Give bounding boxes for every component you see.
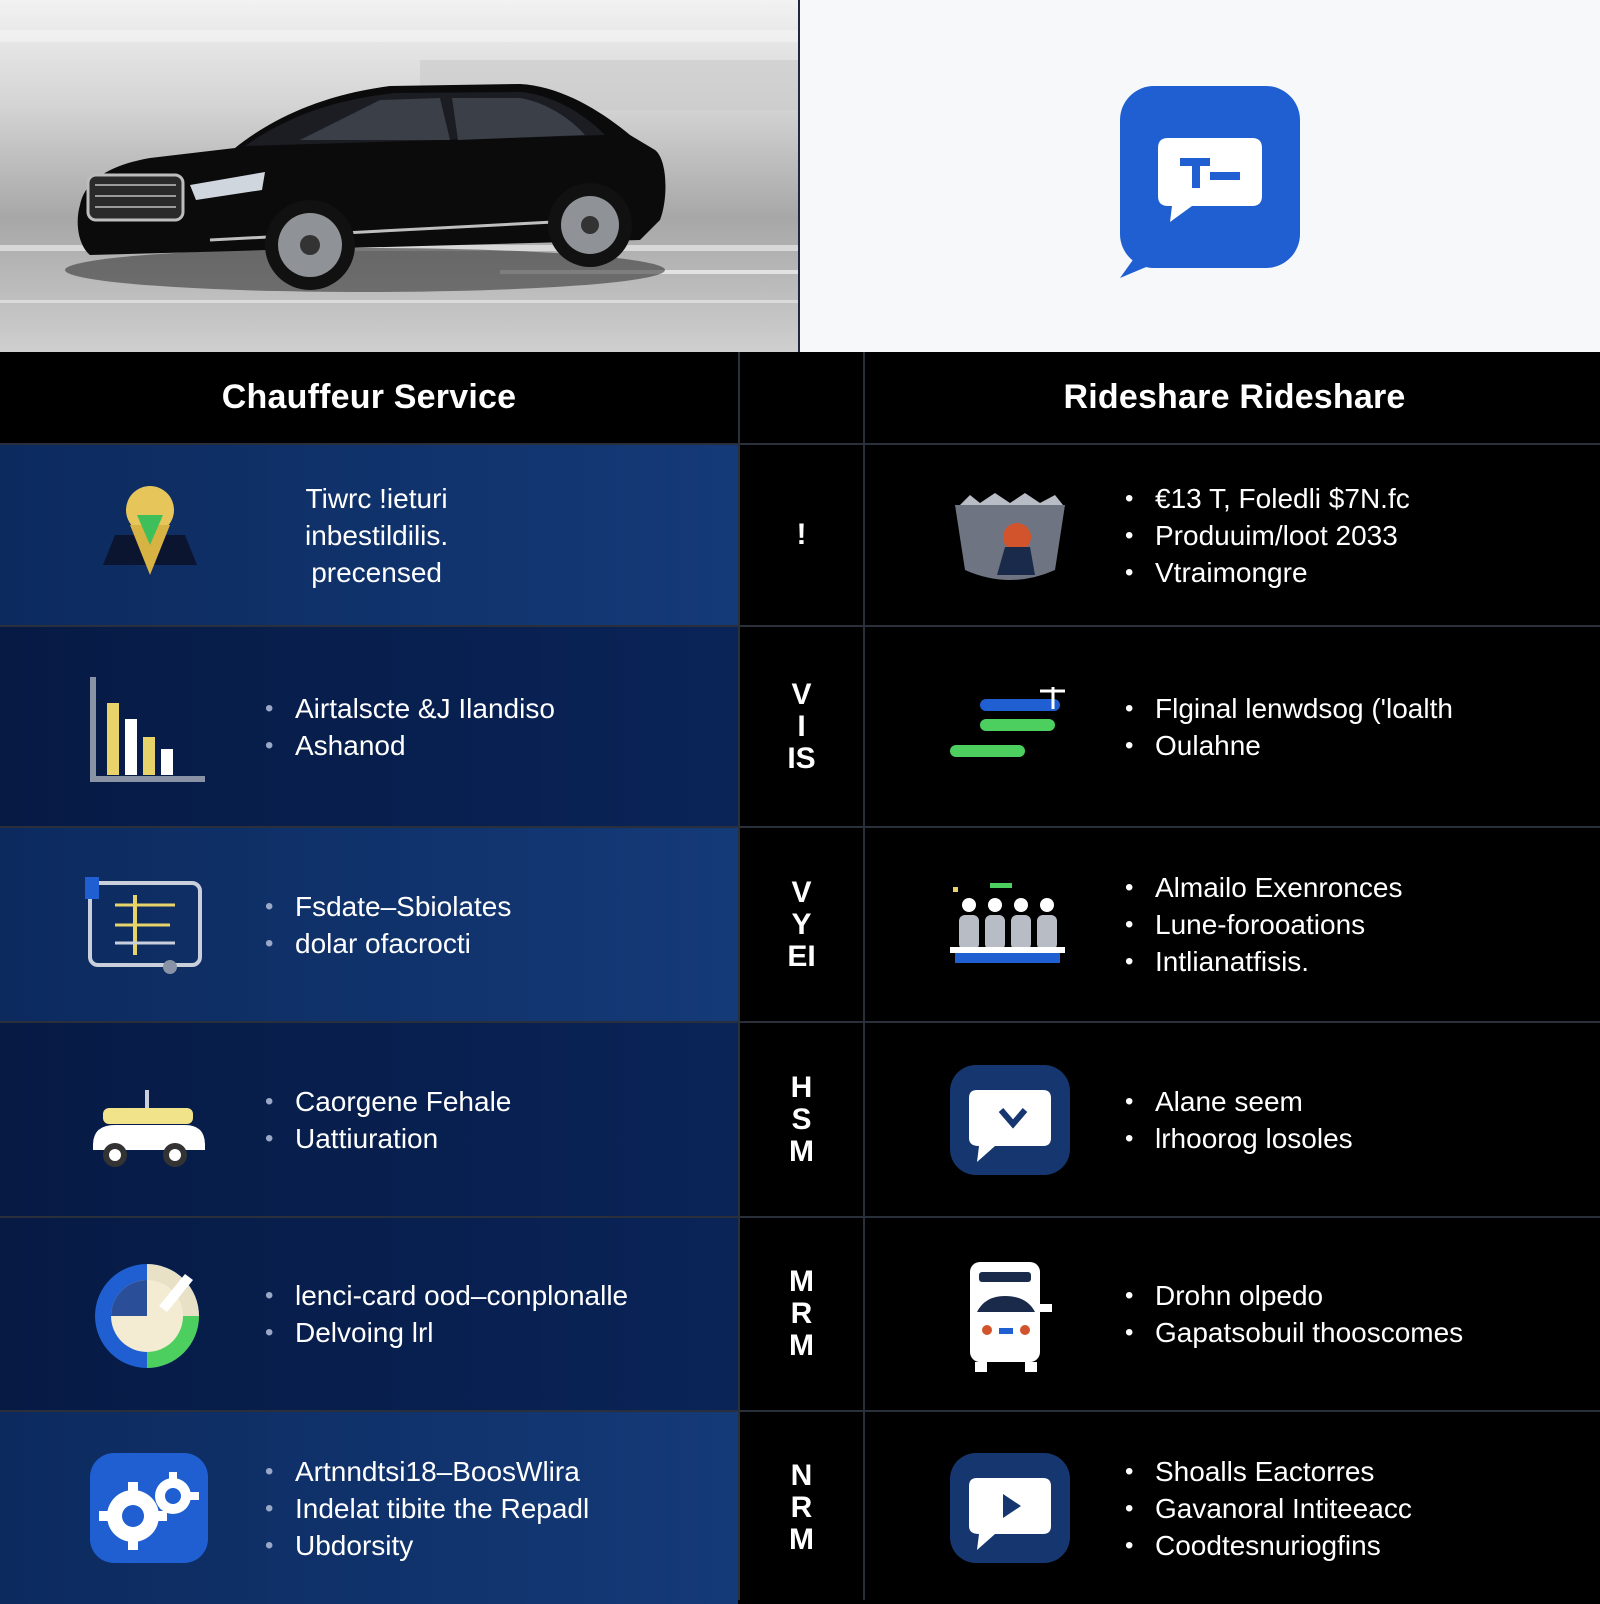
list-item: • Vtraimongre bbox=[1125, 554, 1410, 591]
list-item: • Drohn olpedo bbox=[1125, 1277, 1463, 1314]
list-item: • Gavanoral Intiteeacc bbox=[1125, 1490, 1412, 1527]
middle-letter: M bbox=[789, 1329, 814, 1362]
list-item: • lenci-card ood–conplonalle bbox=[265, 1277, 628, 1314]
row-6-right-text bbox=[1125, 1453, 1412, 1564]
pie-chart-pen-icon bbox=[75, 1244, 225, 1384]
pin-person-icon bbox=[75, 465, 225, 605]
bus-icon bbox=[935, 1244, 1085, 1384]
list-item: • Delvoing lrl bbox=[265, 1314, 628, 1351]
row-4-left-text bbox=[265, 1083, 511, 1157]
list-item: • Intlianatfisis. bbox=[1125, 943, 1402, 980]
comparison-table bbox=[0, 352, 1600, 1600]
gears-icon bbox=[75, 1438, 225, 1578]
middle-letter: EI bbox=[787, 939, 816, 973]
middle-letter: R bbox=[790, 1491, 813, 1524]
chat-arrow-icon bbox=[935, 1050, 1085, 1190]
row-2-right-text bbox=[1125, 690, 1453, 764]
table-row-3-right bbox=[865, 828, 1600, 1021]
row-5-right-text bbox=[1125, 1277, 1463, 1351]
table-row-1-left bbox=[0, 445, 738, 625]
table-row-1-middle bbox=[740, 445, 863, 625]
progress-bars-icon bbox=[935, 657, 1085, 797]
row-2-left-text bbox=[265, 690, 555, 764]
text-line: Tiwrc !ieturi bbox=[305, 482, 448, 514]
list-item: • Coodtesnuriogfins bbox=[1125, 1527, 1412, 1564]
people-group-icon bbox=[935, 855, 1085, 995]
blueprint-icon bbox=[75, 855, 225, 995]
bar-chart-icon bbox=[75, 657, 225, 797]
left-header-label: Chauffeur Service bbox=[221, 378, 517, 416]
table-row-3-left bbox=[0, 828, 738, 1021]
list-item: • Airtalscte &J Ilandiso bbox=[265, 690, 555, 727]
text-line: inbestildilis. bbox=[305, 519, 449, 551]
car-photo bbox=[0, 0, 800, 352]
text-line: precensed bbox=[311, 556, 442, 588]
table-row-6-right bbox=[865, 1412, 1600, 1604]
middle-letter: IS bbox=[787, 741, 816, 775]
list-item: • Caorgene Fehale bbox=[265, 1083, 511, 1120]
row-1-left-text bbox=[305, 480, 448, 591]
list-item: • Flginal lenwdsog ('loalth bbox=[1125, 690, 1453, 727]
table-row-4-middle bbox=[740, 1023, 863, 1216]
middle-letter: H bbox=[790, 1070, 813, 1104]
chat-play-icon bbox=[935, 1438, 1085, 1578]
globe-person-icon bbox=[935, 465, 1085, 605]
list-item: • Ubdorsity bbox=[265, 1527, 589, 1564]
table-row-6-middle bbox=[740, 1412, 863, 1604]
table-row-2-middle bbox=[740, 627, 863, 826]
list-item: • Lune-forooations bbox=[1125, 906, 1402, 943]
middle-letter: R bbox=[790, 1297, 813, 1330]
list-item: • Produuim/loot 2033 bbox=[1125, 517, 1410, 554]
table-row-5-left bbox=[0, 1218, 738, 1410]
table-row-6-left bbox=[0, 1412, 738, 1604]
middle-letter: ! bbox=[796, 518, 807, 551]
table-row-5-middle bbox=[740, 1218, 863, 1410]
middle-letter: Y bbox=[791, 907, 812, 941]
left-column-header bbox=[0, 352, 738, 443]
middle-letter: V bbox=[791, 677, 812, 711]
middle-letter: M bbox=[789, 1134, 814, 1168]
row-4-right-text bbox=[1125, 1083, 1353, 1157]
list-item: • Uattiuration bbox=[265, 1120, 511, 1157]
list-item: • Oulahne bbox=[1125, 727, 1453, 764]
list-item: • dolar ofacrocti bbox=[265, 925, 511, 962]
row-5-left-text bbox=[265, 1277, 628, 1351]
luggage-cart-icon bbox=[75, 1050, 225, 1190]
middle-letter: M bbox=[789, 1265, 814, 1298]
table-row-2-left bbox=[0, 627, 738, 826]
list-item: • Almailo Exenronces bbox=[1125, 869, 1402, 906]
table-row-3-middle bbox=[740, 828, 863, 1021]
middle-letter: M bbox=[789, 1523, 814, 1556]
list-item: • Indelat tibite the Repadl bbox=[265, 1490, 589, 1527]
black-luxury-sedan-photo bbox=[0, 0, 798, 352]
list-item: • Shoalls Eactorres bbox=[1125, 1453, 1412, 1490]
right-column-header bbox=[865, 352, 1600, 443]
list-item: • Alane seem bbox=[1125, 1083, 1353, 1120]
row-1-right-text bbox=[1125, 480, 1410, 591]
right-header-label: Rideshare Rideshare bbox=[1063, 378, 1406, 416]
list-item: • Gapatsobuil thooscomes bbox=[1125, 1314, 1463, 1351]
app-icon-panel bbox=[800, 0, 1600, 352]
middle-letter: N bbox=[790, 1459, 813, 1492]
middle-letter: S bbox=[791, 1102, 812, 1136]
hero-banner bbox=[0, 0, 1600, 352]
middle-letter: V bbox=[791, 875, 812, 909]
chat-bubble-app-icon bbox=[800, 0, 1600, 352]
table-row-4-left bbox=[0, 1023, 738, 1216]
list-item: • Ashanod bbox=[265, 727, 555, 764]
middle-letter: I bbox=[797, 709, 806, 743]
table-row-5-right bbox=[865, 1218, 1600, 1410]
row-3-left-text bbox=[265, 888, 511, 962]
list-item: • lrhoorog losoles bbox=[1125, 1120, 1353, 1157]
table-row-2-right bbox=[865, 627, 1600, 826]
table-row-1-right bbox=[865, 445, 1600, 625]
row-3-right-text bbox=[1125, 869, 1402, 980]
table-row-4-right bbox=[865, 1023, 1600, 1216]
middle-column-header bbox=[740, 352, 863, 443]
list-item: • Artnndtsi18–BoosWlira bbox=[265, 1453, 589, 1490]
row-6-left-text bbox=[265, 1453, 589, 1564]
list-item: • Fsdate–Sbiolates bbox=[265, 888, 511, 925]
list-item: • €13 T, Foledli $7N.fc bbox=[1125, 480, 1410, 517]
